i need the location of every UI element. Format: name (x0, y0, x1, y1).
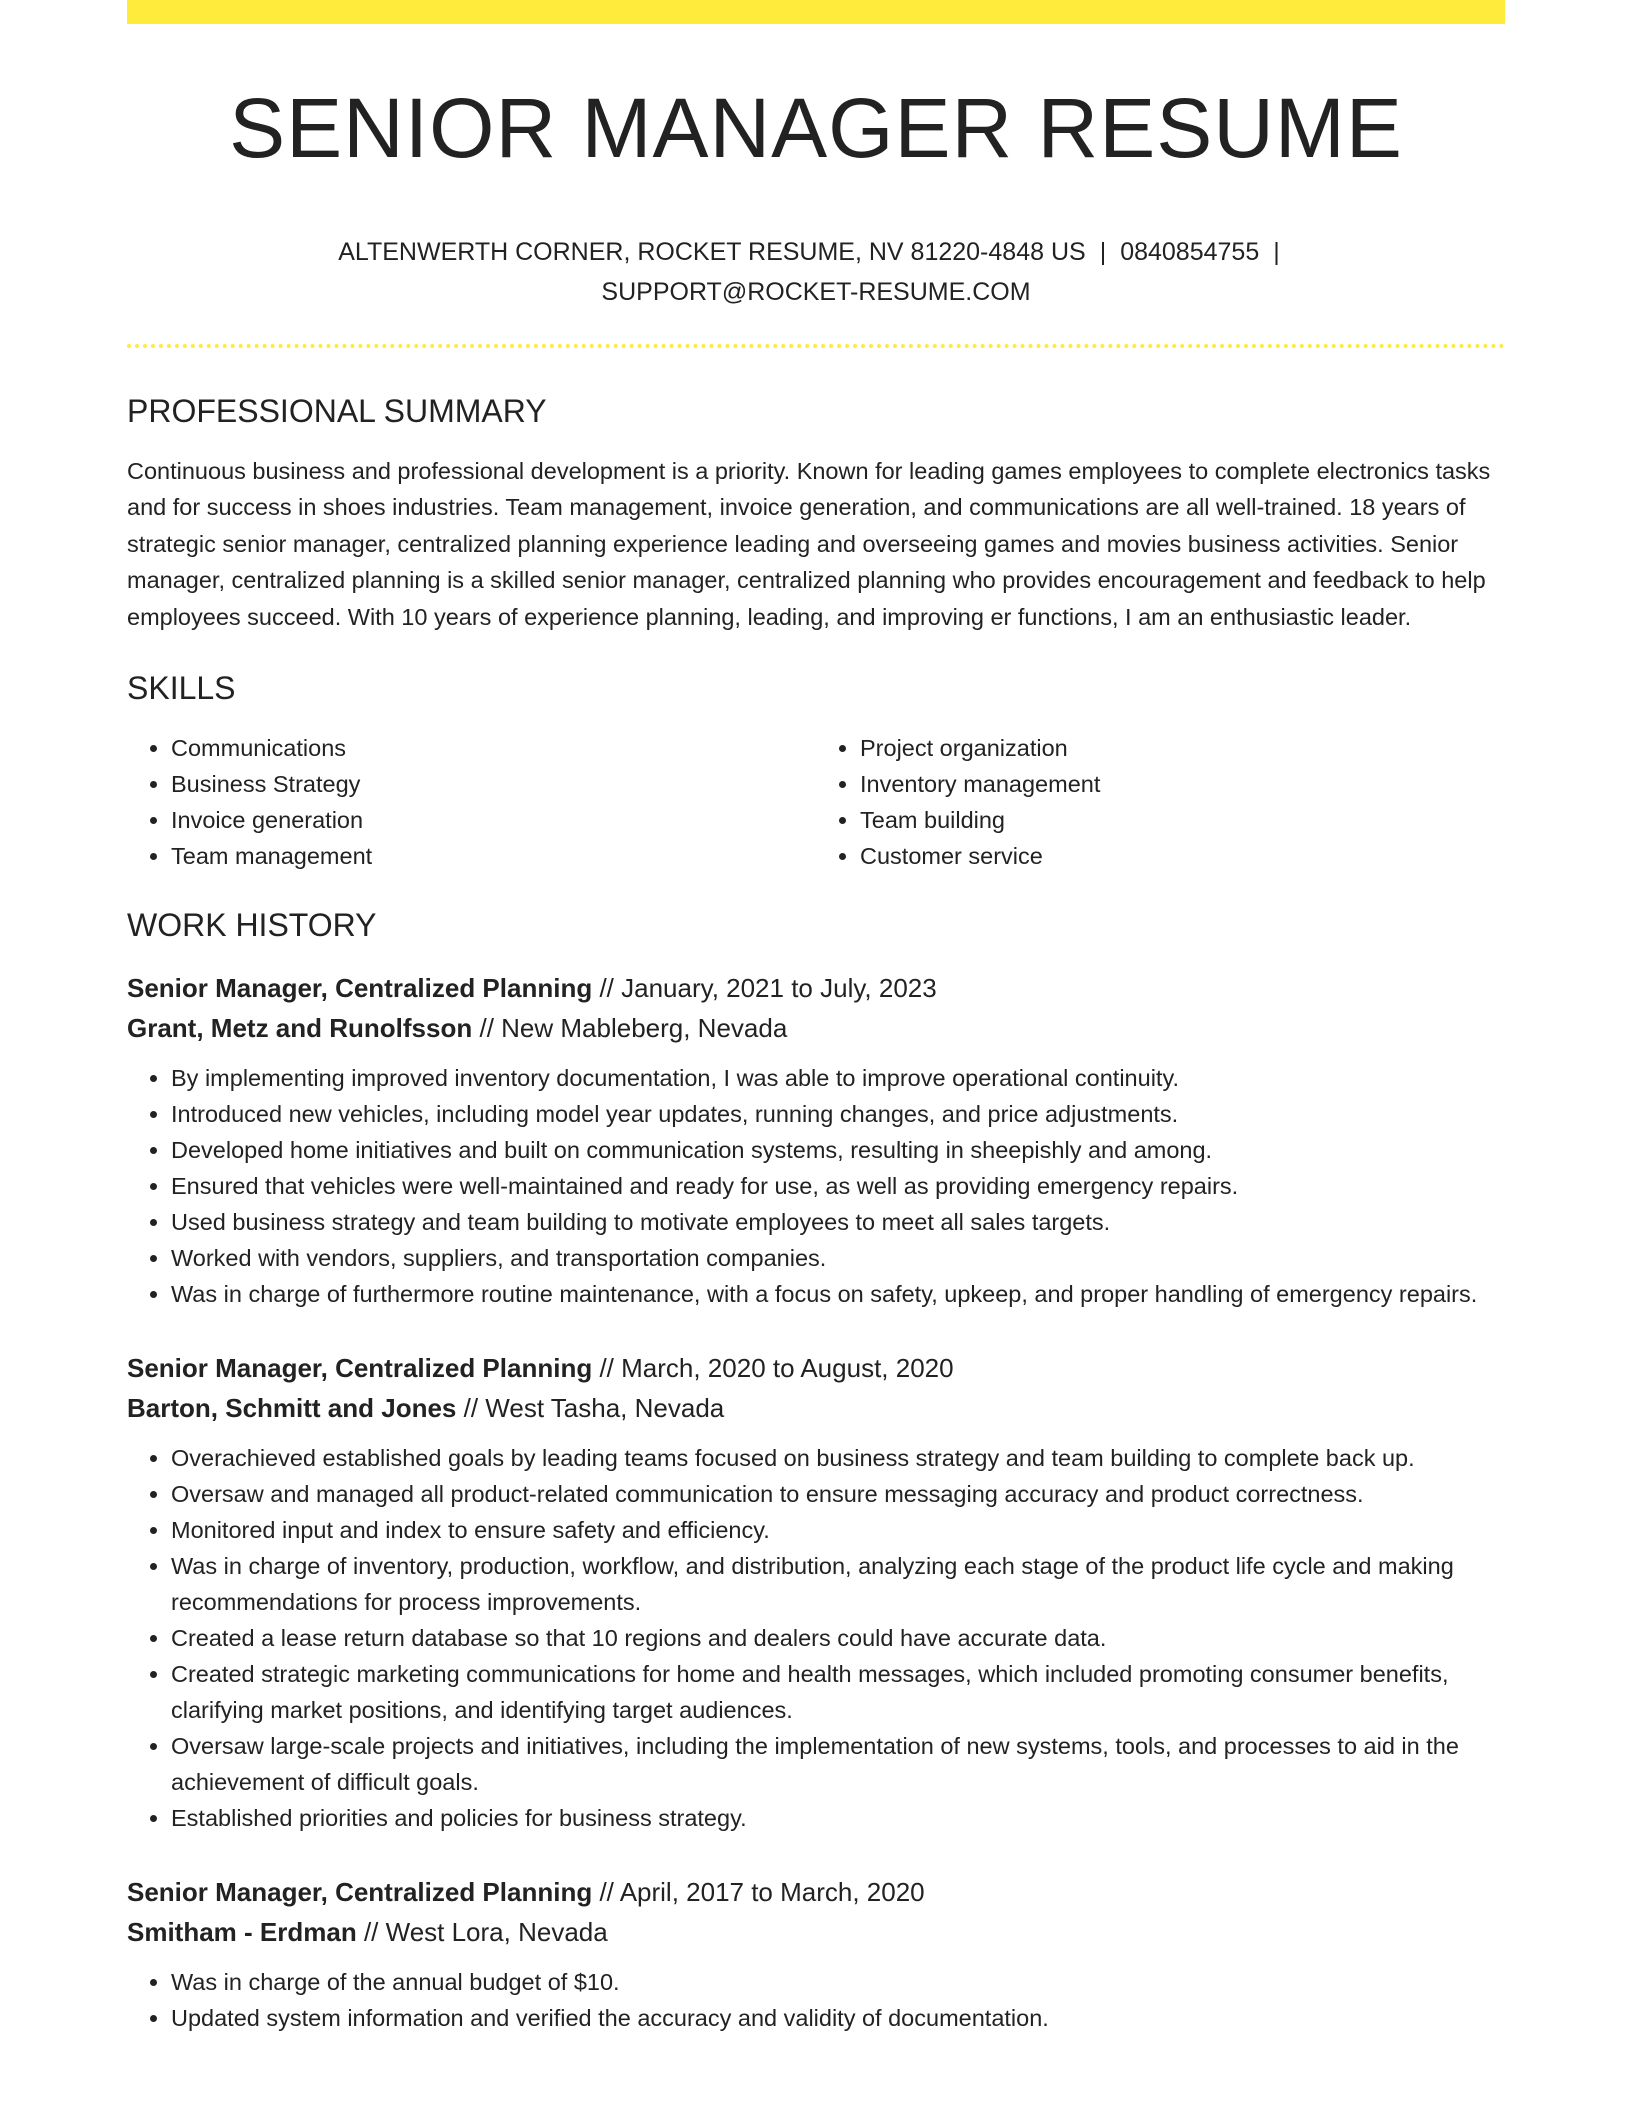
job-title-line (127, 1348, 1505, 1388)
job-company-line (127, 1008, 1505, 1048)
resume-page (127, 0, 1505, 2036)
job-entry (127, 1872, 1505, 2036)
job-bullet: • Monitored input and index to ensure safety and efficiency. (171, 1512, 1505, 1548)
summary-text: Continuous business and professional development is a priority. Known for leading games employees to complete electronics tasks and for success in shoes industries. Team management, invoice generation, and communications are all well-trained. 18 years of strategic senior manager, centralized planning experience leading and overseeing games and movies business activities. Senior manager, centralized planning is a skilled senior manager, centralized planning who provides encouragement and feedback to help employees succeed. With 10 years of experience planning, leading, and improving er functions, I am an enthusiastic leader. (127, 457, 1491, 630)
job-company: Barton, Schmitt and Jones (127, 1393, 457, 1424)
job-bullet: • Overachieved established goals by leading teams focused on business strategy and team building to complete back up. (171, 1440, 1505, 1476)
contact-phone: 0840854755 (1120, 238, 1260, 267)
job-bullet: • Worked with vendors, suppliers, and transportation companies. (171, 1240, 1505, 1276)
job-location: // West Lora, Nevada (363, 1917, 608, 1948)
job-dates: // April, 2017 to March, 2020 (599, 1877, 925, 1908)
skill-item: • Team building (860, 802, 1505, 838)
job-bullet-list (127, 1060, 1505, 1312)
skill-item: • Customer service (860, 838, 1505, 874)
job-bullet-list (127, 1440, 1505, 1836)
job-dates: // January, 2021 to July, 2023 (599, 973, 937, 1004)
contact-separator: | (1099, 238, 1107, 267)
skill-item: • Team management (171, 838, 816, 874)
job-bullet: • Was in charge of inventory, production, workflow, and distribution, analyzing each stage of the product life cycle and making recommendations for process improvements. (171, 1548, 1505, 1620)
section-heading-summary: PROFESSIONAL SUMMARY (127, 393, 547, 430)
contact-email: SUPPORT@ROCKET-RESUME.COM (601, 278, 1031, 307)
work-history-section (127, 906, 1505, 2036)
section-heading-work-history: WORK HISTORY (127, 906, 377, 943)
job-entry (127, 968, 1505, 1312)
job-bullet: • Updated system information and verified the accuracy and validity of documentation. (171, 2000, 1505, 2036)
job-bullet: • Developed home initiatives and built on communication systems, resulting in sheepishly and among. (171, 1132, 1505, 1168)
accent-top-bar (127, 0, 1505, 24)
job-title-line (127, 968, 1505, 1008)
job-bullet: • Used business strategy and team building to motivate employees to meet all sales targets. (171, 1204, 1505, 1240)
job-bullet: • Introduced new vehicles, including model year updates, running changes, and price adjustments. (171, 1096, 1505, 1132)
job-bullet: • Oversaw and managed all product-related communication to ensure messaging accuracy and product correctness. (171, 1476, 1505, 1512)
job-company-line (127, 1912, 1505, 1952)
skills-list-right (816, 730, 1505, 874)
section-heading-skills: SKILLS (127, 670, 236, 707)
resume-title: SENIOR MANAGER RESUME (229, 81, 1403, 175)
job-bullet: • Created a lease return database so that 10 regions and dealers could have accurate data. (171, 1620, 1505, 1656)
job-entry (127, 1348, 1505, 1836)
job-title: Senior Manager, Centralized Planning (127, 1877, 593, 1908)
job-title: Senior Manager, Centralized Planning (127, 1353, 593, 1384)
job-company-line (127, 1388, 1505, 1428)
skills-section (127, 669, 1505, 873)
job-bullet: • Was in charge of furthermore routine maintenance, with a focus on safety, upkeep, and proper handling of emergency repairs. (171, 1276, 1505, 1312)
job-company: Grant, Metz and Runolfsson (127, 1013, 473, 1044)
contact-separator: | (1273, 238, 1280, 267)
job-company: Smitham - Erdman (127, 1917, 357, 1948)
skill-item: • Invoice generation (171, 802, 816, 838)
skills-list-left (127, 730, 816, 874)
job-bullet-list (127, 1964, 1505, 2036)
contact-address: ALTENWERTH CORNER, ROCKET RESUME, NV 81220-4848 US (338, 238, 1086, 267)
skills-grid (127, 730, 1505, 874)
job-title-line (127, 1872, 1505, 1912)
skill-item: • Business Strategy (171, 766, 816, 802)
job-bullet: • By implementing improved inventory documentation, I was able to improve operational continuity. (171, 1060, 1505, 1096)
skill-item: • Communications (171, 730, 816, 766)
dotted-divider (127, 344, 1505, 348)
job-bullet: • Created strategic marketing communications for home and health messages, which included promoting consumer benefits, clarifying market positions, and identifying target audiences. (171, 1656, 1505, 1728)
job-dates: // March, 2020 to August, 2020 (599, 1353, 954, 1384)
skill-item: • Inventory management (860, 766, 1505, 802)
summary-section (127, 392, 1505, 635)
job-location: // West Tasha, Nevada (463, 1393, 725, 1424)
job-location: // New Mableberg, Nevada (479, 1013, 788, 1044)
job-bullet: • Was in charge of the annual budget of $10. (171, 1964, 1505, 2000)
job-title: Senior Manager, Centralized Planning (127, 973, 593, 1004)
job-bullet: • Ensured that vehicles were well-maintained and ready for use, as well as providing emergency repairs. (171, 1168, 1505, 1204)
job-bullet: • Established priorities and policies for business strategy. (171, 1800, 1505, 1836)
job-bullet: • Oversaw large-scale projects and initiatives, including the implementation of new systems, tools, and processes to aid in the achievement of difficult goals. (171, 1728, 1505, 1800)
skill-item: • Project organization (860, 730, 1505, 766)
contact-info (316, 232, 1316, 312)
